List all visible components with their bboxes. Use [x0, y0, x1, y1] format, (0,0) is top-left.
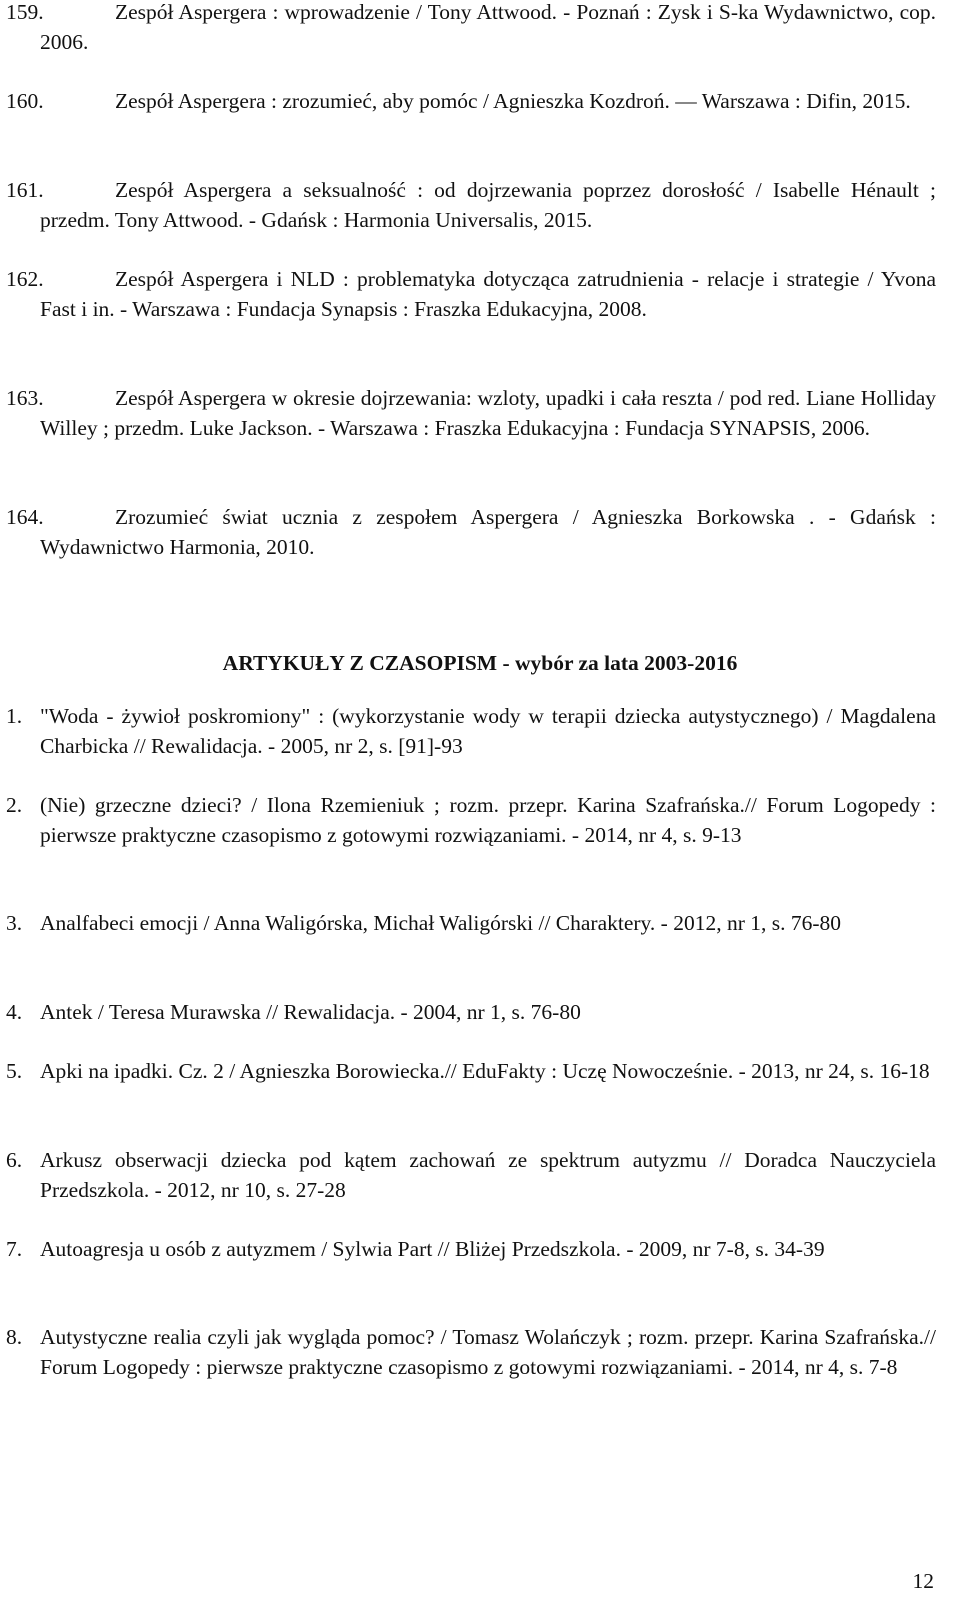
books-entry-text: Zespół Aspergera : wprowadzenie / Tony Attwood. - Poznań : Zysk i S-ka Wydawnictwo, cop. 2006.	[40, 0, 936, 54]
articles-entry-number: 3.	[6, 911, 23, 935]
articles-entry	[6, 1145, 936, 1205]
articles-entry-number: 6.	[6, 1148, 23, 1172]
articles-entry-number: 2.	[6, 793, 23, 817]
articles-entry-number: 8.	[6, 1325, 23, 1349]
articles-entry-number: 5.	[6, 1059, 23, 1083]
books-entry	[6, 0, 936, 57]
articles-entry	[6, 1056, 936, 1086]
books-entry-number: 160.	[6, 89, 44, 113]
books-entry	[6, 175, 936, 235]
articles-entry-number: 7.	[6, 1237, 23, 1261]
articles-entry-text: Autystyczne realia czyli jak wygląda pomoc? / Tomasz Wolańczyk ; rozm. przepr. Karina Szafrańska.// Forum Logopedy : pierwsze praktyczne czasopismo z gotowymi rozwiązaniami. - 2014, nr 4, s. 7-8	[40, 1325, 936, 1379]
articles-entry	[6, 908, 936, 938]
books-entry-number: 161.	[6, 178, 44, 202]
articles-entry-text: "Woda - żywioł poskromiony" : (wykorzystanie wody w terapii dziecka autystycznego) / Magdalena Charbicka // Rewalidacja. - 2005, nr 2, s. [91]-93	[40, 704, 936, 758]
books-entry-text: Zespół Aspergera : zrozumieć, aby pomóc / Agnieszka Kozdroń. — Warszawa : Difin, 2015.	[115, 89, 911, 113]
books-entry-text: Zespół Aspergera w okresie dojrzewania: wzloty, upadki i cała reszta / pod red. Liane Holliday Willey ; przedm. Luke Jackson. - Warszawa : Fraszka Edukacyjna : Fundacja SYNAPSIS, 2006.	[40, 386, 936, 440]
articles-entry	[6, 701, 936, 761]
articles-entry	[6, 997, 936, 1027]
books-entry	[6, 383, 936, 443]
books-entry-number: 164.	[6, 505, 44, 529]
articles-entry	[6, 1234, 936, 1264]
section-heading: ARTYKUŁY Z CZASOPISM - wybór za lata 2003-2016	[222, 651, 738, 675]
books-entry-text: Zespół Aspergera a seksualność : od dojrzewania poprzez dorosłość / Isabelle Hénault ; przedm. Tony Attwood. - Gdańsk : Harmonia Universalis, 2015.	[40, 178, 936, 232]
books-entry-number: 162.	[6, 267, 44, 291]
books-entry-text: Zespół Aspergera i NLD : problematyka dotycząca zatrudnienia - relacje i strategie / Yvona Fast i in. - Warszawa : Fundacja Synapsis : Fraszka Edukacyjna, 2008.	[40, 267, 936, 321]
books-entry-number: 159.	[6, 0, 44, 24]
articles-entry-text: Apki na ipadki. Cz. 2 / Agnieszka Borowiecka.// EduFakty : Uczę Nowocześnie. - 2013, nr 24, s. 16-18	[40, 1059, 930, 1083]
books-entry	[6, 502, 936, 562]
articles-entry-text: (Nie) grzeczne dzieci? / Ilona Rzemieniuk ; rozm. przepr. Karina Szafrańska.// Forum Logopedy : pierwsze praktyczne czasopismo z gotowymi rozwiązaniami. - 2014, nr 4, s. 9-13	[40, 793, 936, 847]
books-entry	[6, 264, 936, 324]
articles-entry	[6, 790, 936, 850]
page-number: 12	[912, 1569, 934, 1593]
articles-entry-text: Antek / Teresa Murawska // Rewalidacja. - 2004, nr 1, s. 76-80	[40, 1000, 581, 1024]
books-entry-number: 163.	[6, 386, 44, 410]
articles-entry-number: 1.	[6, 704, 23, 728]
books-entry	[6, 86, 936, 116]
books-entry-text: Zrozumieć świat ucznia z zespołem Aspergera / Agnieszka Borkowska . - Gdańsk : Wydawnictwo Harmonia, 2010.	[40, 505, 936, 559]
articles-entry-text: Analfabeci emocji / Anna Waligórska, Michał Waligórski // Charaktery. - 2012, nr 1, s. 76-80	[40, 911, 842, 935]
articles-entry-text: Autoagresja u osób z autyzmem / Sylwia Part // Bliżej Przedszkola. - 2009, nr 7-8, s. 34-39	[40, 1237, 825, 1261]
articles-entry-text: Arkusz obserwacji dziecka pod kątem zachowań ze spektrum autyzmu // Doradca Nauczyciela Przedszkola. - 2012, nr 10, s. 27-28	[40, 1148, 936, 1202]
articles-entry	[6, 1322, 936, 1382]
articles-entry-number: 4.	[6, 1000, 23, 1024]
